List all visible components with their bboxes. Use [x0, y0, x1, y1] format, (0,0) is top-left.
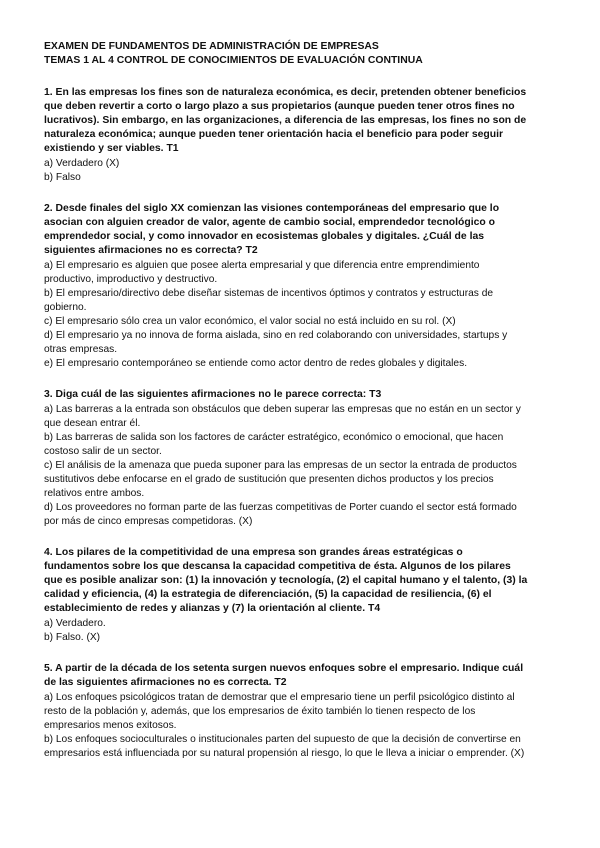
question-1: [44, 86, 528, 185]
answer-options: [44, 691, 528, 761]
question-3: [44, 388, 528, 529]
answer-option: a) Las barreras a la entrada son obstáculos que deben superar las empresas que no están en un sector y que desean entrar él.: [44, 404, 521, 429]
answer-option: b) Las barreras de salida son los factores de carácter estratégico, económico o emocional, que hacen costoso salir de un sector.: [44, 432, 504, 457]
answer-options: [44, 157, 528, 185]
question-text: 4. Los pilares de la competitividad de una empresa son grandes áreas estratégicas o fundamentos sobre los que descansa la capacidad competitiva de ésta. Algunos de los pilares que es posible analizar son: (1) la innovación y tecnología, (2) el capital humano y el talento, (3) la calidad y eficiencia, (4) la estrategia de diferenciación, (5) la capacidad de resiliencia, (6) el establecimiento de redes y alianzas y (7) la orientación al cliente. T4: [44, 547, 528, 614]
question-4: [44, 546, 528, 645]
question-text: 2. Desde finales del siglo XX comienzan las visiones contemporáneas del empresario que lo asocian con alguien creador de valor, agente de cambio social, emprendedor tecnológico o emprendedor social, y como innovador en ecosistemas globales y digitales. ¿Cuál de las siguientes afirmaciones no es correcta? T2: [44, 203, 500, 256]
exam-title: EXAMEN DE FUNDAMENTOS DE ADMINISTRACIÓN DE EMPRESAS: [44, 41, 379, 52]
answer-option: c) El análisis de la amenaza que pueda suponer para las empresas de un sector la entrada de productos sustitutivos debe enfocarse en el grado de sustitución que presenten dichos productos y los precios relativos entre ambos.: [44, 460, 517, 499]
answer-option: c) El empresario sólo crea un valor económico, el valor social no está incluido en su rol. (X): [44, 316, 456, 327]
answer-option: b) El empresario/directivo debe diseñar sistemas de incentivos óptimos y contratos y estructuras de gobierno.: [44, 288, 494, 313]
question-text: 1. En las empresas los fines son de naturaleza económica, es decir, pretenden obtener beneficios que deben revertir a corto o largo plazo a sus propietarios (aunque pueden tener otros fines no lucrativos). Sin embargo, en las organizaciones, a diferencia de las empresas, los fines no son de naturaleza económica; aunque pueden tener orientación hacia el beneficio para poder seguir existiendo y ser viables. T1: [44, 87, 527, 154]
answer-option: a) Los enfoques psicológicos tratan de demostrar que el empresario tiene un perfil psicológico distinto al resto de la población y, además, que los empresarios de éxito también lo tienen respecto de los empresarios menos exitosos.: [44, 692, 515, 731]
answer-options: [44, 259, 528, 371]
answer-option: e) El empresario contemporáneo se entiende como actor dentro de redes globales y digitales.: [44, 358, 468, 369]
exam-header: [44, 40, 528, 67]
question-text: 3. Diga cuál de las siguientes afirmaciones no le parece correcta: T3: [44, 389, 382, 400]
question-5: [44, 662, 528, 761]
answer-option: a) El empresario es alguien que posee alerta empresarial y que diferencia entre emprendimiento productivo, improductivo y destructivo.: [44, 260, 480, 285]
answer-option: d) El empresario ya no innova de forma aislada, sino en red colaborando con universidades, startups y otras empresas.: [44, 330, 508, 355]
answer-option: a) Verdadero (X): [44, 158, 120, 169]
answer-options: [44, 617, 528, 645]
exam-subtitle: TEMAS 1 AL 4 CONTROL DE CONOCIMIENTOS DE EVALUACIÓN CONTINUA: [44, 54, 423, 66]
answer-option: b) Los enfoques socioculturales o institucionales parten del supuesto de que la decisión de convertirse en empresarios está influenciada por su natural propensión al riesgo, lo que le lleva a iniciar o emprender. (X): [44, 734, 525, 759]
answer-option: b) Falso: [44, 172, 81, 183]
answer-options: [44, 403, 528, 529]
answer-option: b) Falso. (X): [44, 632, 101, 643]
answer-option: a) Verdadero.: [44, 618, 106, 629]
answer-option: d) Los proveedores no forman parte de las fuerzas competitivas de Porter cuando el sector está formado por más de cinco empresas competidoras. (X): [44, 502, 517, 527]
question-text: 5. A partir de la década de los setenta surgen nuevos enfoques sobre el empresario. Indique cuál de las siguientes afirmaciones no es correcta. T2: [44, 663, 524, 688]
question-2: [44, 202, 528, 371]
